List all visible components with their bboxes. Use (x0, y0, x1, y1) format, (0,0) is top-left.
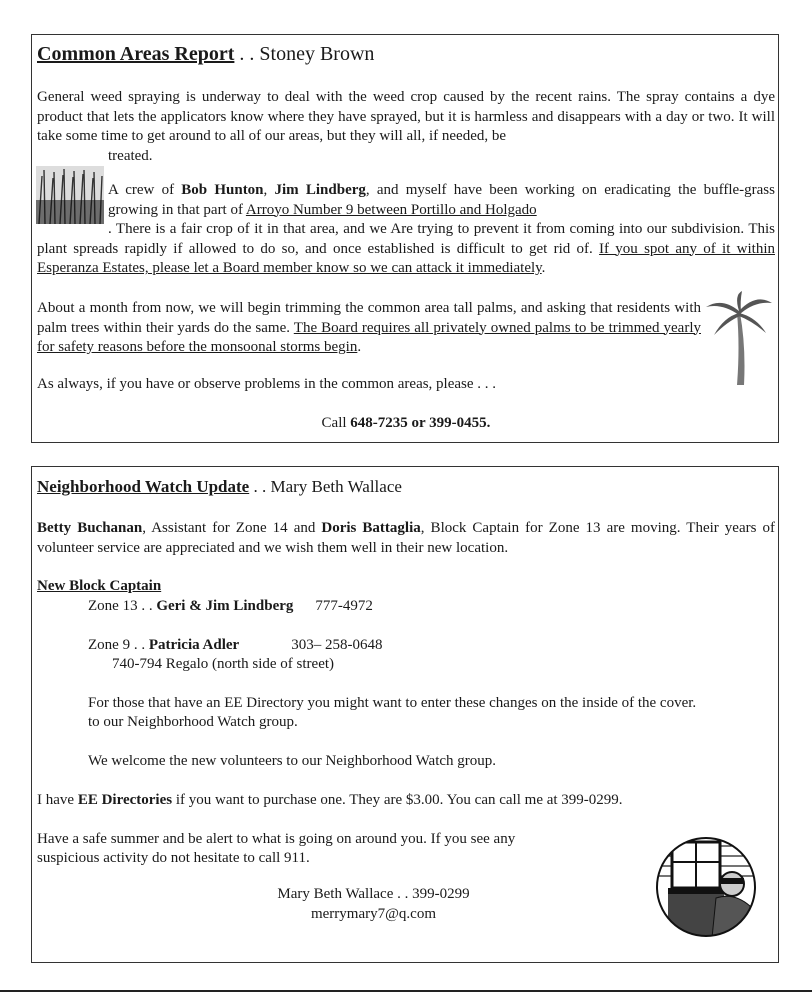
neighborhood-watch-section: Neighborhood Watch Update . . Mary Beth Wallace Betty Buchanan, Assistant for Zone 14 and Doris Battaglia, Block Captain for Zone 13 are moving. Their years of volunteer service are appreciated and we wish them well in their new location. New Block Captain Zone 13 . . Geri & Jim Lindberg 777-4972 Zone 9 . . Patricia Adler 303– 258-0648 740-794 Regalo (north side of street) For those that have an EE Directory you might want to enter these changes on the inside of the cover. to our Neighborhood Watch group. We welcome the new volunteers to our Neighborhood Watch group. I have EE Directories if you want to purchase one. They are $3.00. You can call me at 399-0299. Have a safe summer and be alert to what is going on around you. If you see any suspicious activity do not hesitate to call 911. Mary Beth Wallace . . 399-0299 merrymary7@q.com (31, 466, 779, 963)
contact-line: Call 648-7235 or 399-0455. (321, 415, 491, 431)
author: Mary Beth Wallace (270, 477, 402, 496)
common-areas-report-section: Common Areas Report . . Stoney Brown General weed spraying is underway to deal with the weed crop caused by the recent rains. The spray contains a dye product that lets the applicators know where they have sprayed, but it is harmless and disappears with a day or two. It will take some time to get around to all of our areas, but they will all, if needed, be treated. A crew of Bob Hunton, Jim Lindberg, and myself have been working on eradicating the buffle-grass growing in that part of Arroyo Number 9 between Portillo and Holgado . There is a fair crop of it in that area, and we Are trying to prevent it from coming into our subdivision. This plant spreads rapidly if allowed to do so, and once established is difficult to get rid of. If you spot any of it within Esperanza Estates, please let a Board member know so we can attack it immediately. About a month from now, we will begin trimming the common area tall palms, and asking that residents with palm trees within their yards do the same. The Board requires all privately owned palms to be trimmed yearly for safety reasons before the monsoonal storms begin. As always, if you have or observe problems in the common areas, please . . . Call 648-7235 or 399-0455. (31, 34, 779, 443)
signature: Mary Beth Wallace . . 399-0299 merrymary7@q.com (32, 885, 715, 924)
zone9-entry: Zone 9 . . Patricia Adler 303– 258-0648 (88, 637, 383, 653)
paragraph: A crew of Bob Hunton, Jim Lindberg, and myself have been working on eradicating the buffle-grass growing in that part of Arroyo Number 9 between Portillo and Holgado (108, 182, 775, 218)
paragraph: . There is a fair crop of it in that area, and we Are trying to prevent it from coming into our subdivision. This plant spreads rapidly if allowed to do so, and once established is difficult to get rid of. If you spot any of it within Esperanza Estates, please let a Board member know so we can attack it immediately. (37, 221, 775, 277)
palm-tree-image (704, 291, 774, 387)
author: Stoney Brown (259, 43, 375, 65)
zone13-entry: Zone 13 . . Geri & Jim Lindberg 777-4972 (88, 598, 373, 614)
section-title: Common Areas Report . . Stoney Brown (37, 43, 375, 65)
paragraph: General weed spraying is underway to deal with the weed crop caused by the recent rains. The spray contains a dye product that lets the applicators know where they have sprayed, but it is harmless and disappears with a day or two. It will take some time to get around to all of our areas, but they will all, if needed, be (37, 89, 775, 145)
email: merrymary7@q.com (310, 905, 437, 922)
paragraph: As always, if you have or observe problems in the common areas, please . . . (37, 376, 497, 392)
page-divider (0, 990, 812, 992)
paragraph: I have EE Directories if you want to purchase one. They are $3.00. You can call me at 399-0299. (37, 792, 623, 808)
zone9-address: 740-794 Regalo (north side of street) (112, 656, 335, 672)
burglar-image (654, 836, 758, 938)
grass-image (36, 166, 104, 224)
new-block-captain-heading: New Block Captain (37, 578, 162, 594)
section-title: Neighborhood Watch Update . . Mary Beth Wallace (37, 477, 402, 496)
paragraph: Betty Buchanan, Assistant for Zone 14 and Doris Battaglia, Block Captain for Zone 13 are moving. Their years of volunteer service are appreciated and we wish them well in their new location. (37, 520, 775, 556)
paragraph: About a month from now, we will begin trimming the common area tall palms, and asking that residents with palm trees within their yards do the same. The Board requires all privately owned palms to be trimmed yearly for safety reasons before the monsoonal storms begin. (37, 300, 701, 356)
